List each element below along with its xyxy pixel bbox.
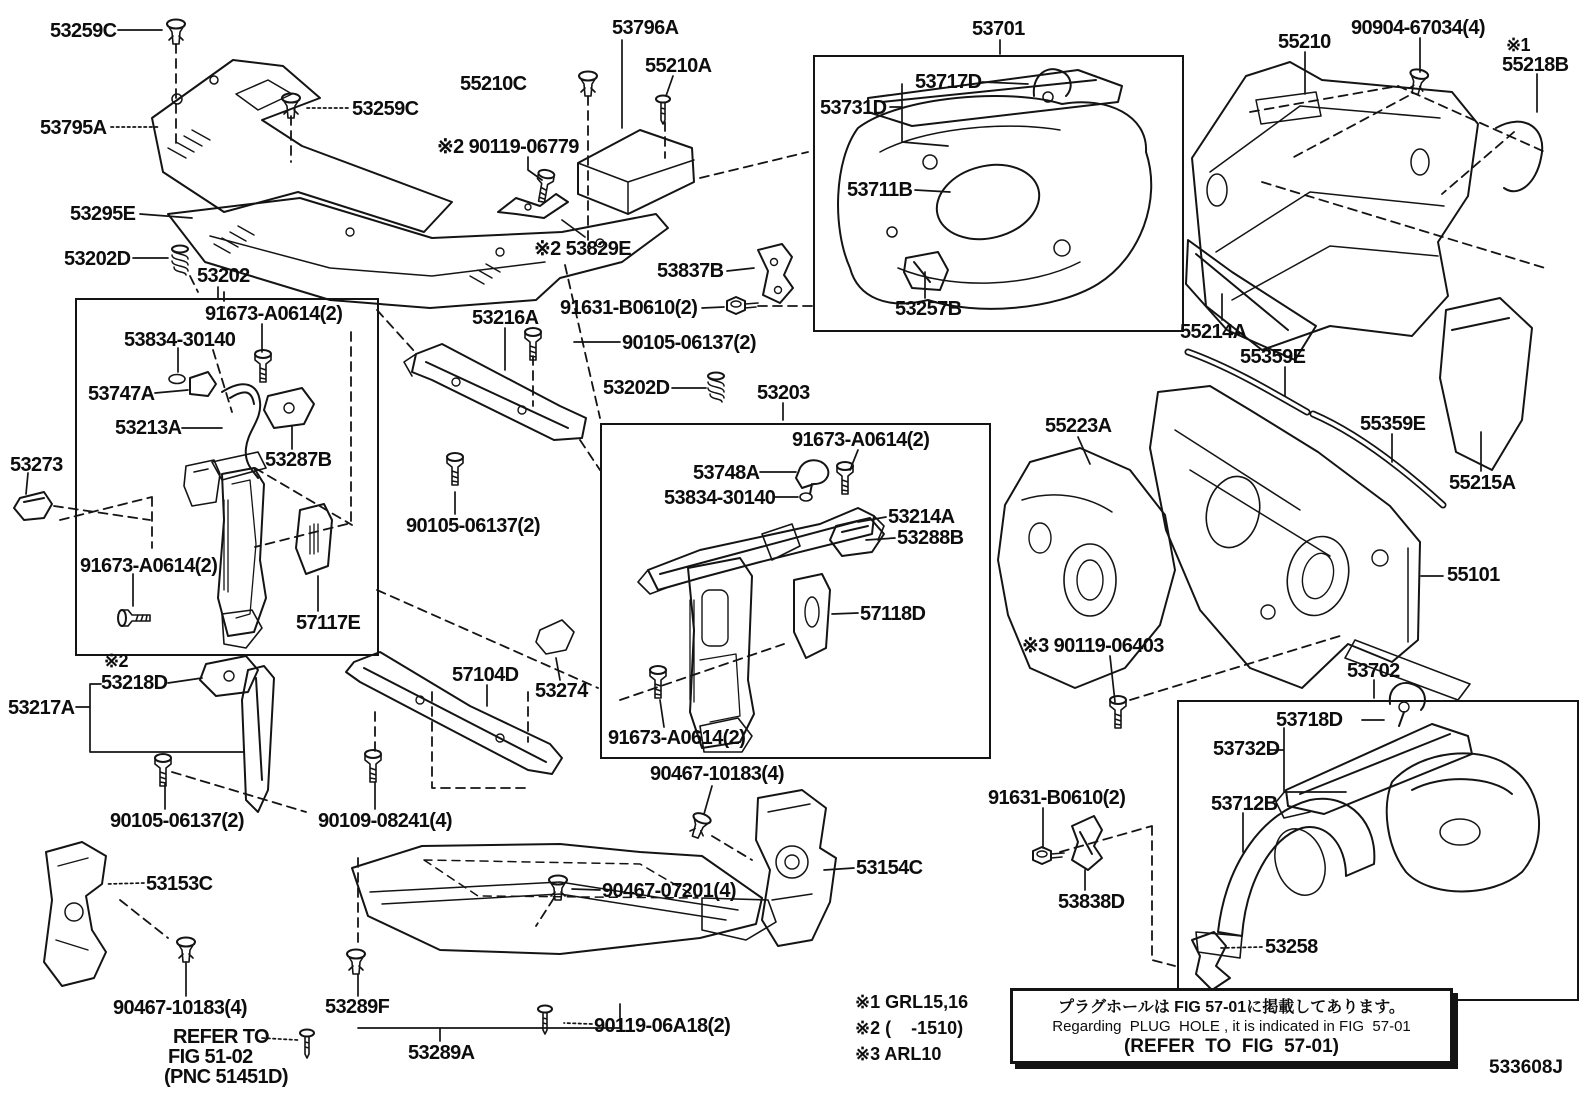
part-label-3-90119-06403: ※3 90119-06403	[1022, 635, 1164, 657]
part-art-53274-bracket	[536, 620, 574, 654]
part-label-53295e: 53295E	[70, 203, 136, 225]
part-label-55210c: 55210C	[460, 73, 527, 95]
part-art-53154C-bracket	[756, 790, 836, 946]
part-label-53838d: 53838D	[1058, 891, 1125, 913]
part-label-53257b: 53257B	[895, 298, 962, 320]
part-label-fig-51-02: FIG 51-02	[168, 1046, 253, 1068]
part-label-53287b: 53287B	[265, 449, 332, 471]
part-art-53218D-bracket	[200, 656, 258, 696]
part-label-53701: 53701	[972, 18, 1025, 40]
legend-note-3: ※3 ARL10	[855, 1044, 942, 1064]
part-label-2-53829e: ※2 53829E	[534, 238, 631, 260]
part-label-1: ※1	[1506, 35, 1530, 55]
part-label-refer-to: REFER TO	[173, 1026, 269, 1048]
screw-icon	[538, 1006, 552, 1035]
part-label-53732d: 53732D	[1213, 738, 1280, 760]
part-label-57117e: 57117E	[296, 612, 361, 634]
part-label-53795a: 53795A	[40, 117, 107, 139]
part-label-53259c: 53259C	[352, 98, 419, 120]
part-art-53796A-relay-box-cover	[578, 130, 694, 214]
part-label-pnc-51451d: (PNC 51451D)	[164, 1066, 288, 1088]
part-label-53288b: 53288B	[897, 527, 964, 549]
part-label-53747a: 53747A	[88, 383, 155, 405]
part-label-53202d: 53202D	[64, 248, 131, 270]
part-art-53153C-bracket	[44, 842, 106, 986]
flange-bolt-icon	[1033, 847, 1064, 864]
part-label-91673-a0614-2: 91673-A0614(2)	[80, 555, 218, 577]
part-label-53259c: 53259C	[50, 20, 117, 42]
box-53202-group	[75, 298, 379, 656]
part-label-53718d: 53718D	[1276, 709, 1343, 731]
part-label-53837b: 53837B	[657, 260, 724, 282]
part-label-55215a: 55215A	[1449, 472, 1516, 494]
bolt-icon	[1110, 696, 1126, 728]
part-art-53837B-bracket	[758, 244, 793, 303]
bolt-icon	[365, 750, 381, 782]
clip-icon	[347, 950, 365, 975]
part-label-55210a: 55210A	[645, 55, 712, 77]
part-label-91673-a0614-2: 91673-A0614(2)	[608, 727, 746, 749]
part-label-90467-10183-4: 90467-10183(4)	[650, 763, 784, 785]
clip-icon	[177, 938, 195, 963]
note-line-japanese: プラグホールは FIG 57-01に掲載してあります。	[1058, 999, 1405, 1016]
part-label-91673-a0614-2: 91673-A0614(2)	[792, 429, 930, 451]
part-label-90105-06137-2: 90105-06137(2)	[622, 332, 756, 354]
clip-icon	[1406, 68, 1429, 96]
part-label-53712b: 53712B	[1211, 793, 1278, 815]
part-label-53274: 53274	[535, 680, 588, 702]
flange-bolt-icon	[727, 297, 758, 314]
part-label-53258: 53258	[1265, 936, 1318, 958]
part-label-55210: 55210	[1278, 31, 1331, 53]
part-label-53834-30140: 53834-30140	[124, 329, 236, 351]
part-label-53289f: 53289F	[325, 996, 390, 1018]
part-label-53154c: 53154C	[856, 857, 923, 879]
box-53203-group	[600, 423, 991, 759]
part-label-55214a: 55214A	[1180, 321, 1247, 343]
part-label-55223a: 55223A	[1045, 415, 1112, 437]
part-label-53202: 53202	[197, 265, 250, 287]
note-line-english: Regarding PLUG HOLE , it is indicated in FIG 57-01	[1052, 1018, 1411, 1035]
part-label-55101: 55101	[1447, 564, 1500, 586]
part-label-90467-10183-4: 90467-10183(4)	[113, 997, 247, 1019]
clip-icon	[579, 72, 597, 97]
part-label-55359e: 55359E	[1240, 346, 1306, 368]
part-label-53289a: 53289A	[408, 1042, 475, 1064]
part-art-55210-dash-panel-upper	[1186, 62, 1478, 360]
part-art-53217A-brace	[200, 656, 274, 812]
part-label-53717d: 53717D	[915, 71, 982, 93]
part-label-53217a: 53217A	[8, 697, 75, 719]
part-label-53203: 53203	[757, 382, 810, 404]
part-art-53795A-radiator-support-cover	[152, 60, 452, 232]
part-label-53214a: 53214A	[888, 506, 955, 528]
bolt-icon	[447, 453, 463, 485]
part-label-90109-08241-4: 90109-08241(4)	[318, 810, 452, 832]
part-label-53834-30140: 53834-30140	[664, 487, 776, 509]
part-label-53218d: 53218D	[101, 672, 168, 694]
clip-icon	[687, 811, 712, 840]
part-label-90105-06137-2: 90105-06137(2)	[110, 810, 244, 832]
part-art-53216A-radiator-support-upper	[404, 344, 586, 440]
part-label-53273: 53273	[10, 454, 63, 476]
screw-icon	[656, 96, 670, 125]
part-label-91673-a0614-2: 91673-A0614(2)	[205, 303, 343, 325]
part-art-55218B-hook	[1496, 122, 1542, 192]
spring-icon	[708, 373, 724, 403]
part-label-53796a: 53796A	[612, 17, 679, 39]
part-art-53829E-bracket	[498, 194, 568, 218]
part-label-90119-06a18-2: 90119-06A18(2)	[594, 1015, 731, 1037]
part-label-90467-07201-4: 90467-07201(4)	[602, 880, 736, 902]
part-label-53153c: 53153C	[146, 873, 213, 895]
part-label-2: ※2	[104, 651, 128, 671]
clip-icon	[167, 20, 185, 45]
part-label-53748a: 53748A	[693, 462, 760, 484]
part-label-53702: 53702	[1347, 660, 1400, 682]
bolt-icon	[155, 754, 171, 786]
note-line-refer: (REFER TO FIG 57-01)	[1123, 1036, 1340, 1057]
part-label-90904-67034-4: 90904-67034(4)	[1351, 17, 1485, 39]
spring-icon	[172, 246, 188, 276]
legend-note-2: ※2 ( -1510)	[855, 1018, 964, 1038]
drawing-number: 533608J	[1489, 1057, 1563, 1078]
part-label-90105-06137-2: 90105-06137(2)	[406, 515, 540, 537]
screw-icon	[300, 1030, 314, 1059]
part-label-91631-b0610-2: 91631-B0610(2)	[560, 297, 698, 319]
part-label-2-90119-06779: ※2 90119-06779	[437, 136, 579, 158]
plug-hole-note-box	[1010, 988, 1453, 1064]
part-label-57118d: 57118D	[860, 603, 926, 625]
part-label-57104d: 57104D	[452, 664, 519, 686]
part-label-53711b: 53711B	[847, 179, 913, 201]
part-label-53731d: 53731D	[820, 97, 887, 119]
part-label-53213a: 53213A	[115, 417, 182, 439]
legend-note-1: ※1 GRL15,16	[855, 992, 969, 1012]
part-art-53838D-bracket	[1072, 816, 1102, 870]
part-label-53202d: 53202D	[603, 377, 670, 399]
part-label-55218b: 55218B	[1502, 54, 1569, 76]
part-label-91631-b0610-2: 91631-B0610(2)	[988, 787, 1126, 809]
part-label-55359e: 55359E	[1360, 413, 1426, 435]
part-label-53216a: 53216A	[472, 307, 539, 329]
part-art-55215A-cowl-side-panel	[1440, 298, 1532, 470]
part-art-53273-clip	[14, 492, 52, 520]
